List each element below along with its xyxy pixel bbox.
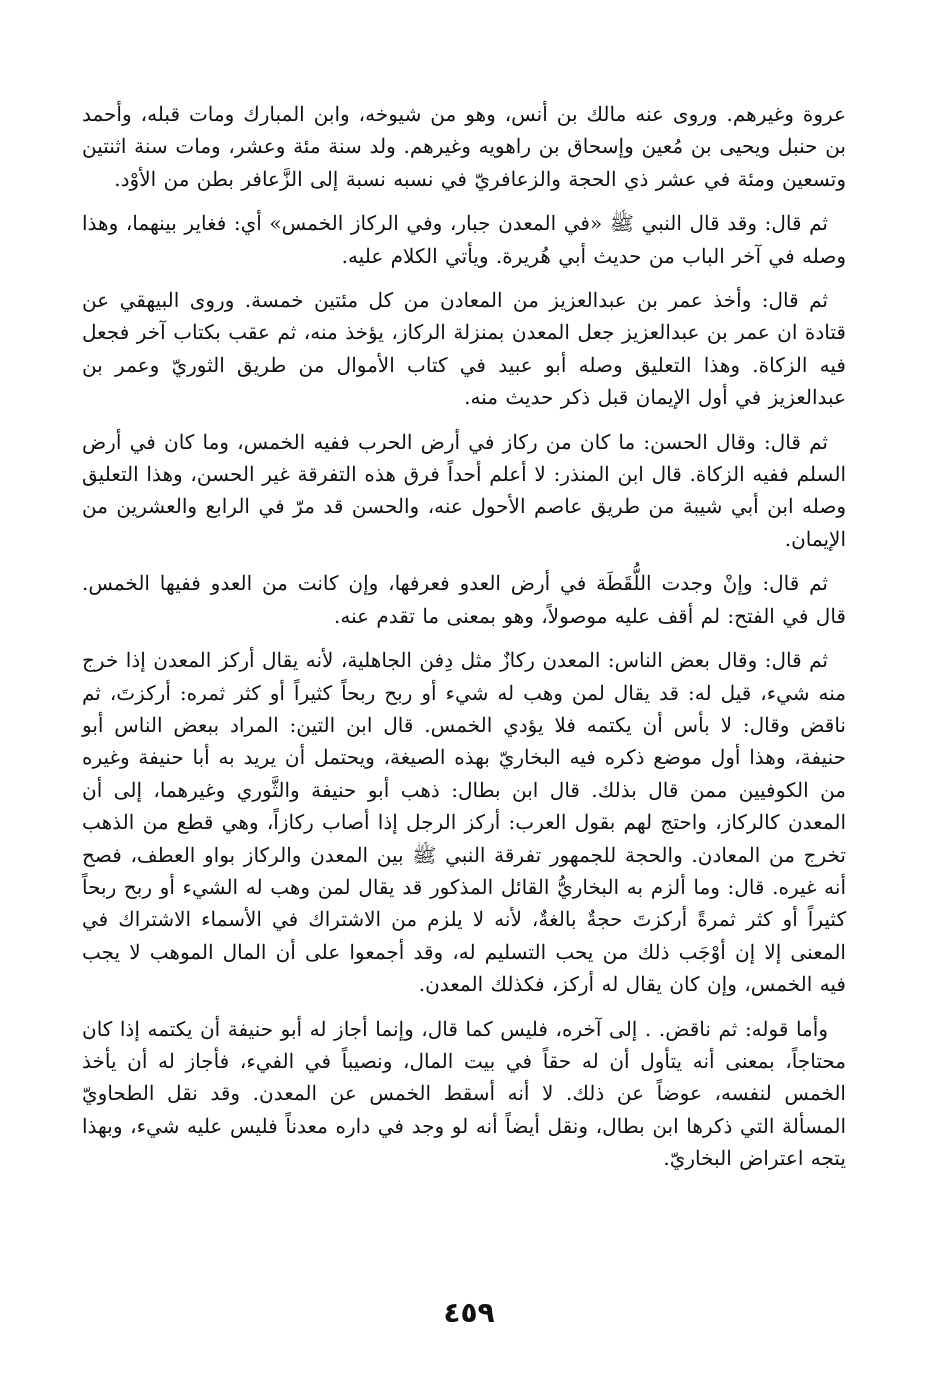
paragraph-3: ثم قال: وأخذ عمر بن عبدالعزيز من المعادن من كل مئتين خمسة. وروى البيهقي عن قتادة ان عمر بن عبدالعزيز جعل المعدن بمنزلة الركاز، يؤخذ منه، ثم عقب بكتاب آخر فجعل فيه الزكاة. وهذا التعليق وصله أبو عبيد في كتاب الأموال من طريق الثوريّ وعمر بن عبدالعزيز في أول الإيمان قبل ذكر حديث منه. — [82, 288, 846, 410]
paragraph-1: عروة وغيرهم. وروى عنه مالك بن أنس، وهو من شيوخه، وابن المبارك ومات قبله، وأحمد بن حنبل ويحيى بن مُعين وإسحاق بن راهويه وغيرهم. ولد سنة مئة وعشر، ومات سنة اثنتين وتسعين ومئة في عشر ذي الحجة والزعافريّ في نسبه نسبة إلى الزَّعافر بطن من الأوْد. — [82, 102, 846, 191]
paragraph-5: ثم قال: وإنْ وجدت اللُّقَطَة في أرض العدو فعرفها، وإن كانت من العدو ففيها الخمس. قال في الفتح: لم أقف عليه موصولاً، وهو بمعنى ما تقدم عنه. — [82, 571, 846, 628]
paragraph-2: ثم قال: وقد قال النبي ﷺ «في المعدن جبار، وفي الركاز الخمس» أي: فغاير بينهما، وهذا وصله في آخر الباب من حديث أبي هُريرة. ويأتي الكلام عليه. — [82, 211, 846, 268]
page-body — [82, 98, 846, 1187]
paragraph-4: ثم قال: وقال الحسن: ما كان من ركاز في أرض الحرب ففيه الخمس، وما كان في أرض السلم ففيه الزكاة. قال ابن المنذر: لا أعلم أحداً فرق هذه التفرقة غير الحسن، وهذا التعليق وصله ابن أبي شيبة من طريق عاصم الأحول عنه، والحسن قد مرّ في الرابع والعشرين من الإيمان. — [82, 429, 846, 551]
paragraph-7: وأما قوله: ثم ناقض. . إلى آخره، فليس كما قال، وإنما أجاز له أبو حنيفة أن يكتمه إذا كان محتاجاً، بمعنى أنه يتأول أن له حقاً في بيت المال، ونصيباً في الفيء، فأجاز له أن يأخذ الخمس لنفسه، عوضاً عن ذلك. لا أنه أسقط الخمس عن المعدن. وقد نقل الطحاويّ المسألة التي ذكرها ابن بطال، ونقل أيضاً أنه لو وجد في داره معدناً فليس عليه شيء، وبهذا يتجه اعتراض البخاريّ. — [82, 1016, 846, 1171]
paragraph-6: ثم قال: وقال بعض الناس: المعدن ركازٌ مثل دِفن الجاهلية، لأنه يقال أركز المعدن إذا خرج منه شيء، قيل له: قد يقال لمن وهب له شيء أو ربح ربحاً كثيراً أو كثر ثمره: أركزتَ، ثم ناقض وقال: لا بأس أن يكتمه فلا يؤدي الخمس. قال ابن التين: المراد ببعض الناس أبو حنيفة، وهذا أول موضع ذكره فيه البخاريّ بهذه الصيغة، ويحتمل أن يريد به أبا حنيفة وغيره من الكوفيين ممن قال بذلك. قال ابن بطال: ذهب أبو حنيفة والثَّوري وغيرهما، إلى أن المعدن كالركاز، واحتج لهم بقول العرب: أركز الرجل إذا أصاب ركازاً، وهي قطع من الذهب تخرج من المعادن. والحجة للجمهور تفرقة النبي ﷺ بين المعدن والركاز بواو العطف، فصح أنه غيره. قال: وما ألزم به البخاريُّ القائل المذكور قد يقال لمن وهب له الشيء أو ربح ربحاً كثيراً أو كثر ثمرةً أركزتَ حجةٌ بالغةٌ، لأنه لا يلزم من الاشتراك في الأسماء الاشتراك في المعنى إلا إن أوْجَب ذلك من يحب التسليم له، وقد أجمعوا على أن المال الموهب لا يجب فيه الخمس، وإن كان يقال له أركز، فكذلك المعدن. — [82, 648, 847, 997]
page-number: ٤٥٩ — [443, 1296, 495, 1329]
